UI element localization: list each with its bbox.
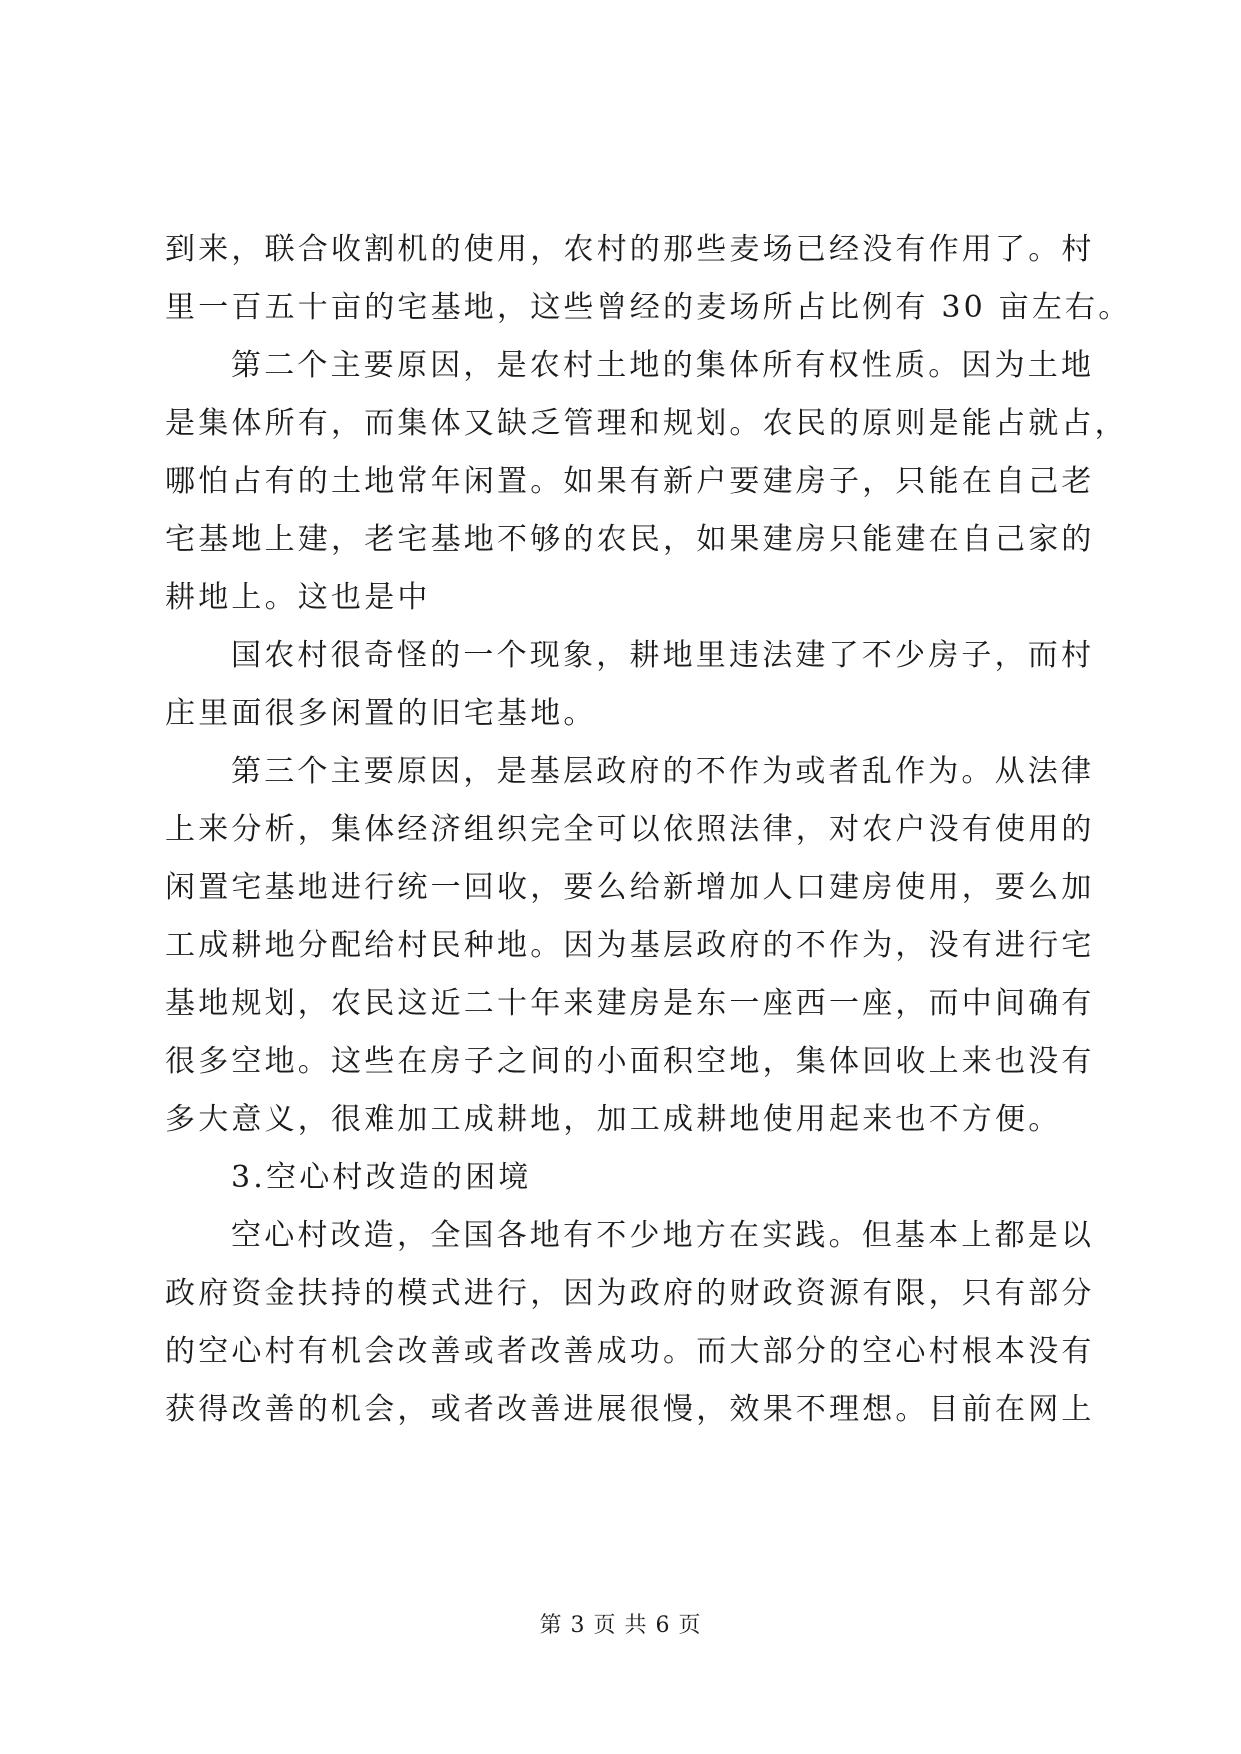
text-line: 上来分析，集体经济组织完全可以依照法律，对农户没有使用的: [165, 812, 1095, 847]
text-line: 基地规划，农民这近二十年来建房是东一座西一座，而中间确有: [165, 986, 1095, 1021]
paragraph-start-line: 第三个主要原因，是基层政府的不作为或者乱作为。从法律: [231, 754, 1095, 789]
text-line: 的空心村有机会改善或者改善成功。而大部分的空心村根本没有: [165, 1334, 1095, 1369]
paragraph-start-line: 国农村很奇怪的一个现象，耕地里违法建了不少房子，而村: [231, 638, 1095, 673]
text-line: 宅基地上建，老宅基地不够的农民，如果建房只能建在自己家的: [165, 522, 1095, 557]
text-line: 多大意义，很难加工成耕地，加工成耕地使用起来也不方便。: [165, 1102, 1062, 1137]
text-line: 耕地上。这也是中: [165, 580, 431, 615]
section-heading: 3.空心村改造的困境: [231, 1160, 532, 1195]
text-line: 很多空地。这些在房子之间的小面积空地，集体回收上来也没有: [165, 1044, 1095, 1079]
text-line: 工成耕地分配给村民种地。因为基层政府的不作为，没有进行宅: [165, 928, 1095, 963]
text-line: 是集体所有，而集体又缺乏管理和规划。农民的原则是能占就占，: [165, 406, 1128, 441]
text-line: 到来，联合收割机的使用，农村的那些麦场已经没有作用了。村: [165, 232, 1095, 267]
paragraph-start-line: 空心村改造，全国各地有不少地方在实践。但基本上都是以: [231, 1218, 1095, 1253]
text-line: 获得改善的机会，或者改善进展很慢，效果不理想。目前在网上: [165, 1392, 1095, 1427]
text-line: 哪怕占有的土地常年闲置。如果有新户要建房子，只能在自己老: [165, 464, 1095, 499]
page-number-footer: 第 3 页 共 6 页: [539, 1613, 702, 1638]
paragraph-start-line: 第二个主要原因，是农村土地的集体所有权性质。因为土地: [231, 348, 1095, 383]
text-line: 庄里面很多闲置的旧宅基地。: [165, 696, 597, 731]
text-line: 闲置宅基地进行统一回收，要么给新增加人口建房使用，要么加: [165, 870, 1095, 905]
text-line: 里一百五十亩的宅基地，这些曾经的麦场所占比例有 30 亩左右。: [165, 290, 1132, 325]
text-line: 政府资金扶持的模式进行，因为政府的财政资源有限，只有部分: [165, 1276, 1095, 1311]
